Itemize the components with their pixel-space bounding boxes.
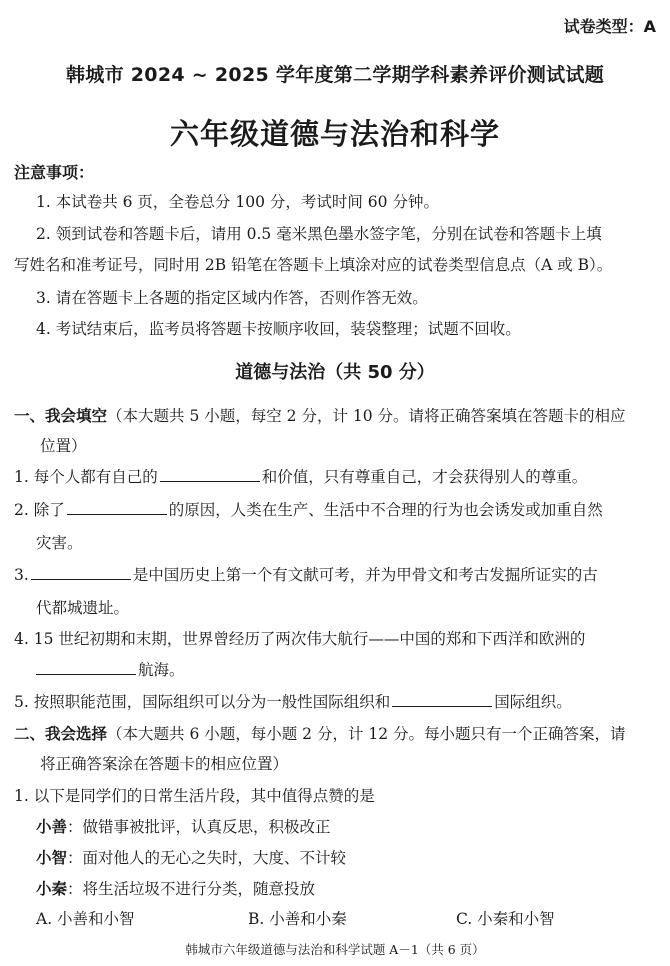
answer-blank bbox=[160, 480, 260, 482]
scenario-line bbox=[36, 815, 331, 837]
part1-description-cont: 位置） bbox=[40, 437, 87, 455]
fill-question-2 bbox=[14, 498, 603, 520]
fill-question-3 bbox=[14, 563, 598, 585]
section-title: 道德与法治（共 50 分） bbox=[235, 362, 435, 383]
subject-title: 六年级道德与法治和科学 bbox=[169, 117, 500, 151]
notice-item: 4. 考试结束后，监考员将答题卡按顺序收回，装袋整理；试题不回收。 bbox=[36, 320, 521, 338]
answer-blank bbox=[36, 673, 136, 675]
fill-question-5 bbox=[14, 690, 572, 712]
q3-text-c: 代都城遗址。 bbox=[36, 599, 130, 617]
part2-header bbox=[14, 722, 626, 744]
part2-heading: 二、我会选择 bbox=[14, 725, 108, 743]
q1-text-b: 和价值，只有尊重自己，才会获得别人的尊重。 bbox=[261, 468, 588, 486]
fill-question-4-cont bbox=[34, 658, 185, 680]
part1-description: （本大题共 5 小题，每空 2 分，计 10 分。请将正确答案填在答题卡的相应 bbox=[107, 407, 626, 425]
q3-text-b: 是中国历史上第一个有文献可考，并为甲骨文和考古发掘所证实的古 bbox=[132, 566, 598, 584]
part1-heading: 一、我会填空 bbox=[14, 407, 108, 425]
part2-description: （本大题共 6 小题，每小题 2 分，计 12 分。每小题只有一个正确答案，请 bbox=[107, 725, 626, 743]
notice-item: 写姓名和准考证号，同时用 2B 铅笔在答题卡上填涂对应的试卷类型信息点（A 或 B）。 bbox=[14, 256, 613, 274]
q1-text-a: 1. 每个人都有自己的 bbox=[14, 468, 158, 486]
q2-text-c: 灾害。 bbox=[36, 534, 83, 552]
scenario-text: ：面对他人的无心之失时，大度、不计较 bbox=[67, 849, 347, 867]
part2-description-cont: 将正确答案涂在答题卡的相应位置） bbox=[40, 755, 289, 773]
q3-text-a: 3. bbox=[14, 566, 29, 584]
q2-text-b: 的原因，人类在生产、生活中不合理的行为也会诱发或加重自然 bbox=[168, 501, 603, 519]
page-footer: 韩城市六年级道德与法治和科学试题 A－1（共 6 页） bbox=[185, 942, 485, 957]
option-c: C. 小秦和小智 bbox=[456, 910, 555, 928]
q4-text-b: 航海。 bbox=[138, 661, 185, 679]
answer-blank bbox=[31, 578, 131, 580]
notice-item: 3. 请在答题卡上各题的指定区域内作答，否则作答无效。 bbox=[36, 289, 428, 307]
notice-item: 1. 本试卷共 6 页，全卷总分 100 分，考试时间 60 分钟。 bbox=[36, 193, 439, 211]
exam-title: 韩城市 2024 ~ 2025 学年度第二学期学科素养评价测试试题 bbox=[65, 64, 605, 86]
scenario-line bbox=[36, 877, 315, 899]
answer-blank bbox=[67, 513, 167, 515]
notice-item: 2. 领到试卷和答题卡后，请用 0.5 毫米黑色墨水签字笔，分别在试卷和答题卡上填 bbox=[36, 225, 602, 243]
q2-text-a: 2. 除了 bbox=[14, 501, 65, 519]
q5-text-a: 5. 按照职能范围，国际组织可以分为一般性国际组织和 bbox=[14, 693, 391, 711]
notice-heading: 注意事项： bbox=[14, 163, 95, 182]
scenario-text: ：将生活垃圾不进行分类，随意投放 bbox=[67, 880, 316, 898]
choice-question-1: 1. 以下是同学们的日常生活片段，其中值得点赞的是 bbox=[14, 787, 375, 805]
scenario-text: ：做错事被批评，认真反思，积极改正 bbox=[67, 818, 331, 836]
answer-blank bbox=[392, 705, 492, 707]
part1-header bbox=[14, 404, 626, 426]
fill-question-1 bbox=[14, 465, 587, 487]
option-a: A. 小善和小智 bbox=[36, 910, 135, 928]
student-name: 小秦 bbox=[36, 880, 68, 898]
student-name: 小智 bbox=[36, 849, 68, 867]
option-b: B. 小善和小秦 bbox=[248, 910, 347, 928]
scenario-line bbox=[36, 846, 346, 868]
q5-text-b: 国际组织。 bbox=[494, 693, 572, 711]
paper-type-label: 试卷类型：A bbox=[563, 17, 656, 36]
fill-question-4: 4. 15 世纪初期和末期，世界曾经历了两次伟大航行——中国的郑和下西洋和欧洲的 bbox=[14, 630, 586, 648]
student-name: 小善 bbox=[36, 818, 68, 836]
